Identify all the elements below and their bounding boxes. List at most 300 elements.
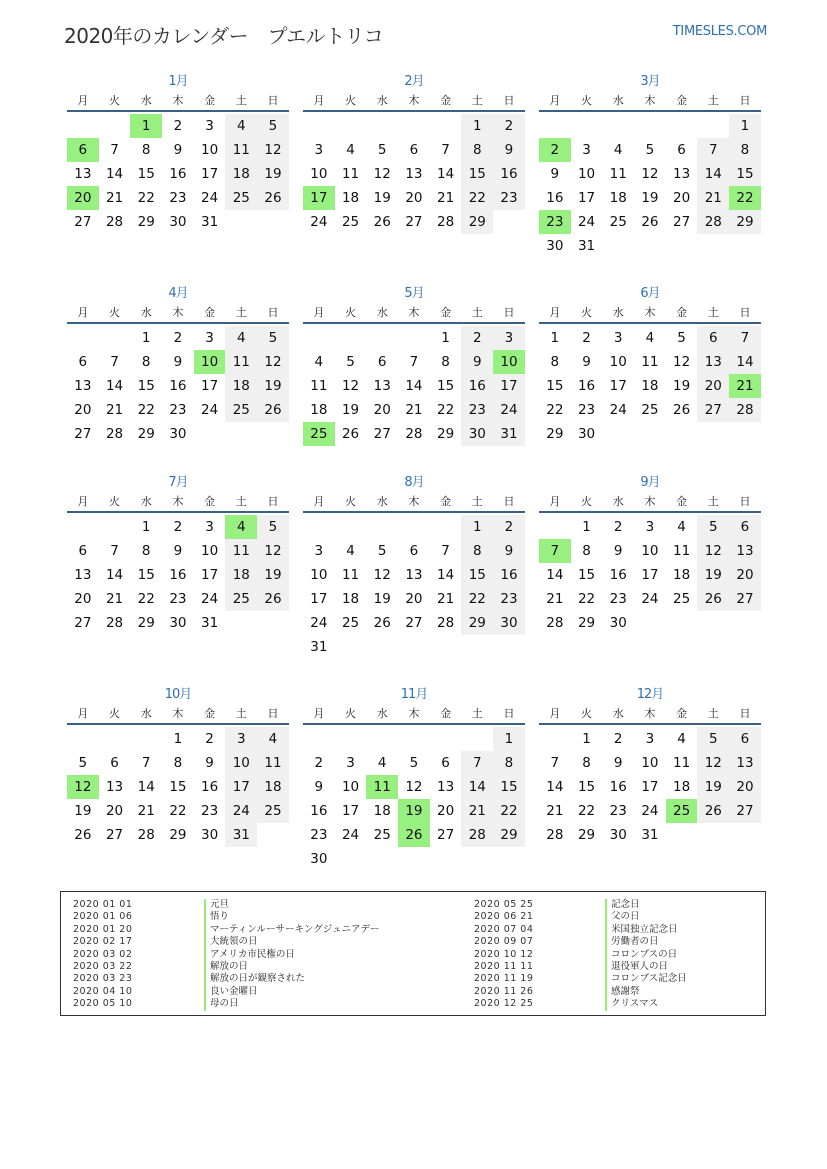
day-cell[interactable]: 1 (141, 330, 151, 346)
day-cell[interactable]: 2 (314, 755, 324, 771)
day-cell[interactable]: 10 (310, 166, 328, 182)
day-cell[interactable]: 28 (546, 615, 564, 631)
day-cell[interactable]: 28 (405, 426, 423, 442)
day-cell[interactable]: 28 (105, 214, 124, 230)
day-cell[interactable]: 31 (641, 827, 659, 843)
day-cell[interactable]: 8 (493, 751, 525, 775)
day-cell[interactable]: 10 (641, 543, 659, 559)
day-cell[interactable]: 20 (729, 775, 761, 799)
day-cell[interactable]: 9 (173, 354, 183, 370)
holiday-day-cell[interactable]: 11 (366, 775, 398, 799)
day-cell[interactable]: 21 (546, 591, 564, 607)
day-cell[interactable]: 19 (697, 775, 729, 799)
day-cell[interactable]: 27 (673, 214, 691, 230)
day-cell[interactable]: 14 (105, 378, 124, 394)
day-cell[interactable]: 11 (257, 751, 289, 775)
day-cell[interactable]: 29 (437, 426, 455, 442)
day-cell[interactable]: 8 (582, 543, 591, 559)
holiday-day-cell[interactable]: 12 (67, 775, 99, 799)
day-cell[interactable]: 18 (341, 190, 360, 206)
day-cell[interactable]: 16 (577, 378, 596, 394)
day-cell[interactable]: 3 (225, 727, 257, 751)
day-cell[interactable]: 17 (577, 190, 596, 206)
day-cell[interactable]: 13 (437, 779, 455, 795)
day-cell[interactable]: 19 (257, 162, 289, 186)
day-cell[interactable]: 27 (729, 587, 761, 611)
day-cell[interactable]: 20 (437, 803, 455, 819)
day-cell[interactable]: 1 (461, 515, 493, 539)
day-cell[interactable]: 29 (577, 615, 596, 631)
day-cell[interactable]: 9 (205, 755, 214, 771)
day-cell[interactable]: 25 (225, 186, 257, 210)
day-cell[interactable]: 27 (405, 214, 423, 230)
day-cell[interactable]: 3 (314, 142, 324, 158)
day-cell[interactable]: 28 (729, 398, 761, 422)
day-cell[interactable]: 10 (201, 142, 219, 158)
day-cell[interactable]: 21 (461, 799, 493, 823)
day-cell[interactable]: 27 (729, 799, 761, 823)
day-cell[interactable]: 14 (729, 350, 761, 374)
day-cell[interactable]: 9 (493, 138, 525, 162)
day-cell[interactable]: 9 (550, 166, 560, 182)
day-cell[interactable]: 25 (341, 214, 360, 230)
day-cell[interactable]: 2 (461, 326, 493, 350)
day-cell[interactable]: 23 (461, 398, 493, 422)
day-cell[interactable]: 31 (310, 639, 328, 655)
day-cell[interactable]: 24 (577, 214, 596, 230)
day-cell[interactable]: 31 (493, 422, 525, 446)
holiday-day-cell[interactable]: 2 (539, 138, 571, 162)
day-cell[interactable]: 20 (74, 591, 92, 607)
day-cell[interactable]: 21 (105, 402, 124, 418)
day-cell[interactable]: 5 (257, 515, 289, 539)
day-cell[interactable]: 26 (257, 587, 289, 611)
day-cell[interactable]: 5 (346, 354, 355, 370)
day-cell[interactable]: 9 (173, 142, 183, 158)
day-cell[interactable]: 5 (697, 727, 729, 751)
day-cell[interactable]: 15 (137, 378, 155, 394)
day-cell[interactable]: 27 (373, 426, 391, 442)
day-cell[interactable]: 27 (74, 214, 92, 230)
day-cell[interactable]: 15 (577, 779, 596, 795)
holiday-day-cell[interactable]: 10 (493, 350, 525, 374)
day-cell[interactable]: 3 (645, 519, 655, 535)
day-cell[interactable]: 27 (105, 827, 124, 843)
day-cell[interactable]: 7 (141, 755, 151, 771)
holiday-day-cell[interactable]: 23 (539, 210, 571, 234)
day-cell[interactable]: 1 (582, 731, 591, 747)
day-cell[interactable]: 19 (257, 374, 289, 398)
day-cell[interactable]: 26 (341, 426, 360, 442)
day-cell[interactable]: 29 (169, 827, 187, 843)
day-cell[interactable]: 18 (225, 374, 257, 398)
day-cell[interactable]: 22 (577, 803, 596, 819)
day-cell[interactable]: 16 (169, 378, 187, 394)
day-cell[interactable]: 6 (729, 727, 761, 751)
holiday-day-cell[interactable]: 21 (729, 374, 761, 398)
day-cell[interactable]: 12 (341, 378, 360, 394)
day-cell[interactable]: 11 (225, 539, 257, 563)
day-cell[interactable]: 13 (74, 166, 92, 182)
day-cell[interactable]: 9 (613, 755, 623, 771)
day-cell[interactable]: 17 (641, 567, 659, 583)
day-cell[interactable]: 5 (677, 330, 686, 346)
day-cell[interactable]: 17 (341, 803, 360, 819)
day-cell[interactable]: 25 (641, 402, 659, 418)
day-cell[interactable]: 25 (373, 827, 391, 843)
day-cell[interactable]: 30 (169, 426, 187, 442)
day-cell[interactable]: 7 (110, 142, 119, 158)
day-cell[interactable]: 23 (493, 587, 525, 611)
day-cell[interactable]: 26 (641, 214, 659, 230)
day-cell[interactable]: 17 (201, 166, 219, 182)
day-cell[interactable]: 23 (169, 190, 187, 206)
day-cell[interactable]: 11 (225, 350, 257, 374)
day-cell[interactable]: 6 (441, 755, 450, 771)
day-cell[interactable]: 31 (201, 214, 219, 230)
day-cell[interactable]: 22 (137, 402, 155, 418)
day-cell[interactable]: 28 (697, 210, 729, 234)
day-cell[interactable]: 26 (697, 587, 729, 611)
day-cell[interactable]: 18 (225, 162, 257, 186)
day-cell[interactable]: 21 (405, 402, 423, 418)
day-cell[interactable]: 12 (373, 567, 391, 583)
day-cell[interactable]: 14 (137, 779, 155, 795)
day-cell[interactable]: 2 (173, 118, 183, 134)
day-cell[interactable]: 15 (169, 779, 187, 795)
day-cell[interactable]: 18 (673, 567, 691, 583)
day-cell[interactable]: 14 (546, 567, 564, 583)
day-cell[interactable]: 27 (697, 398, 729, 422)
day-cell[interactable]: 30 (577, 426, 596, 442)
day-cell[interactable]: 7 (729, 326, 761, 350)
day-cell[interactable]: 10 (577, 166, 596, 182)
day-cell[interactable]: 29 (137, 426, 155, 442)
day-cell[interactable]: 19 (373, 190, 391, 206)
day-cell[interactable]: 10 (609, 354, 627, 370)
day-cell[interactable]: 29 (577, 827, 596, 843)
day-cell[interactable]: 3 (314, 543, 324, 559)
day-cell[interactable]: 7 (110, 543, 119, 559)
day-cell[interactable]: 30 (169, 214, 187, 230)
day-cell[interactable]: 24 (641, 591, 659, 607)
day-cell[interactable]: 19 (341, 402, 360, 418)
day-cell[interactable]: 3 (582, 142, 591, 158)
day-cell[interactable]: 4 (257, 727, 289, 751)
day-cell[interactable]: 20 (74, 402, 92, 418)
day-cell[interactable]: 1 (441, 330, 450, 346)
day-cell[interactable]: 3 (613, 330, 623, 346)
day-cell[interactable]: 20 (105, 803, 124, 819)
day-cell[interactable]: 19 (74, 803, 92, 819)
day-cell[interactable]: 3 (205, 330, 214, 346)
day-cell[interactable]: 7 (697, 138, 729, 162)
day-cell[interactable]: 31 (225, 823, 257, 847)
day-cell[interactable]: 14 (437, 166, 455, 182)
day-cell[interactable]: 23 (169, 591, 187, 607)
day-cell[interactable]: 15 (437, 378, 455, 394)
holiday-day-cell[interactable]: 4 (225, 515, 257, 539)
day-cell[interactable]: 30 (310, 851, 328, 867)
day-cell[interactable]: 30 (609, 615, 627, 631)
day-cell[interactable]: 15 (577, 567, 596, 583)
day-cell[interactable]: 6 (78, 354, 88, 370)
day-cell[interactable]: 24 (310, 214, 328, 230)
day-cell[interactable]: 16 (169, 166, 187, 182)
day-cell[interactable]: 5 (697, 515, 729, 539)
day-cell[interactable]: 18 (373, 803, 391, 819)
day-cell[interactable]: 24 (225, 799, 257, 823)
day-cell[interactable]: 12 (257, 539, 289, 563)
day-cell[interactable]: 9 (613, 543, 623, 559)
day-cell[interactable]: 1 (582, 519, 591, 535)
day-cell[interactable]: 28 (105, 426, 124, 442)
day-cell[interactable]: 30 (546, 238, 564, 254)
day-cell[interactable]: 5 (377, 142, 387, 158)
day-cell[interactable]: 13 (105, 779, 124, 795)
day-cell[interactable]: 4 (225, 114, 257, 138)
day-cell[interactable]: 24 (201, 402, 219, 418)
day-cell[interactable]: 19 (373, 591, 391, 607)
day-cell[interactable]: 13 (74, 567, 92, 583)
day-cell[interactable]: 18 (341, 591, 360, 607)
day-cell[interactable]: 13 (673, 166, 691, 182)
day-cell[interactable]: 19 (673, 378, 691, 394)
holiday-day-cell[interactable]: 1 (130, 114, 162, 138)
day-cell[interactable]: 15 (137, 166, 155, 182)
day-cell[interactable]: 30 (169, 615, 187, 631)
day-cell[interactable]: 4 (377, 755, 387, 771)
day-cell[interactable]: 4 (314, 354, 324, 370)
holiday-day-cell[interactable]: 25 (303, 422, 335, 446)
holiday-day-cell[interactable]: 6 (67, 138, 99, 162)
day-cell[interactable]: 16 (609, 779, 627, 795)
day-cell[interactable]: 21 (105, 190, 124, 206)
day-cell[interactable]: 25 (673, 591, 691, 607)
day-cell[interactable]: 22 (546, 402, 564, 418)
day-cell[interactable]: 1 (493, 727, 525, 751)
day-cell[interactable]: 20 (697, 374, 729, 398)
day-cell[interactable]: 17 (493, 374, 525, 398)
day-cell[interactable]: 8 (461, 539, 493, 563)
day-cell[interactable]: 23 (609, 591, 627, 607)
day-cell[interactable]: 11 (609, 166, 627, 182)
day-cell[interactable]: 4 (677, 731, 686, 747)
day-cell[interactable]: 26 (257, 398, 289, 422)
day-cell[interactable]: 8 (550, 354, 560, 370)
day-cell[interactable]: 17 (225, 775, 257, 799)
day-cell[interactable]: 18 (641, 378, 659, 394)
day-cell[interactable]: 2 (205, 731, 214, 747)
day-cell[interactable]: 4 (677, 519, 686, 535)
day-cell[interactable]: 17 (201, 378, 219, 394)
day-cell[interactable]: 8 (729, 138, 761, 162)
day-cell[interactable]: 30 (461, 422, 493, 446)
day-cell[interactable]: 30 (493, 611, 525, 635)
day-cell[interactable]: 6 (729, 515, 761, 539)
day-cell[interactable]: 23 (493, 186, 525, 210)
day-cell[interactable]: 6 (377, 354, 387, 370)
day-cell[interactable]: 30 (609, 827, 627, 843)
day-cell[interactable]: 27 (74, 426, 92, 442)
day-cell[interactable]: 15 (493, 775, 525, 799)
day-cell[interactable]: 6 (110, 755, 119, 771)
day-cell[interactable]: 28 (137, 827, 155, 843)
day-cell[interactable]: 2 (173, 330, 183, 346)
day-cell[interactable]: 26 (373, 214, 391, 230)
day-cell[interactable]: 6 (409, 543, 419, 559)
day-cell[interactable]: 11 (673, 755, 691, 771)
holiday-day-cell[interactable]: 10 (194, 350, 226, 374)
day-cell[interactable]: 20 (673, 190, 691, 206)
day-cell[interactable]: 11 (341, 166, 360, 182)
day-cell[interactable]: 18 (310, 402, 328, 418)
day-cell[interactable]: 5 (409, 755, 419, 771)
day-cell[interactable]: 25 (609, 214, 627, 230)
day-cell[interactable]: 2 (582, 330, 591, 346)
day-cell[interactable]: 16 (310, 803, 328, 819)
day-cell[interactable]: 24 (609, 402, 627, 418)
day-cell[interactable]: 3 (205, 118, 214, 134)
day-cell[interactable]: 14 (461, 775, 493, 799)
day-cell[interactable]: 2 (493, 114, 525, 138)
day-cell[interactable]: 28 (105, 615, 124, 631)
day-cell[interactable]: 21 (137, 803, 155, 819)
day-cell[interactable]: 2 (613, 731, 623, 747)
day-cell[interactable]: 3 (493, 326, 525, 350)
day-cell[interactable]: 13 (729, 751, 761, 775)
day-cell[interactable]: 5 (645, 142, 655, 158)
day-cell[interactable]: 19 (641, 190, 659, 206)
day-cell[interactable]: 16 (169, 567, 187, 583)
day-cell[interactable]: 24 (493, 398, 525, 422)
day-cell[interactable]: 13 (74, 378, 92, 394)
day-cell[interactable]: 4 (346, 543, 355, 559)
day-cell[interactable]: 28 (437, 214, 455, 230)
day-cell[interactable]: 8 (141, 142, 151, 158)
day-cell[interactable]: 24 (310, 615, 328, 631)
day-cell[interactable]: 15 (461, 563, 493, 587)
day-cell[interactable]: 4 (225, 326, 257, 350)
day-cell[interactable]: 19 (257, 563, 289, 587)
day-cell[interactable]: 26 (257, 186, 289, 210)
day-cell[interactable]: 31 (201, 615, 219, 631)
day-cell[interactable]: 29 (461, 210, 493, 234)
day-cell[interactable]: 14 (405, 378, 423, 394)
day-cell[interactable]: 14 (697, 162, 729, 186)
day-cell[interactable]: 3 (205, 519, 214, 535)
day-cell[interactable]: 14 (437, 567, 455, 583)
day-cell[interactable]: 12 (257, 138, 289, 162)
day-cell[interactable]: 7 (409, 354, 419, 370)
day-cell[interactable]: 9 (461, 350, 493, 374)
day-cell[interactable]: 12 (257, 350, 289, 374)
day-cell[interactable]: 2 (173, 519, 183, 535)
day-cell[interactable]: 23 (201, 803, 219, 819)
day-cell[interactable]: 9 (314, 779, 324, 795)
day-cell[interactable]: 11 (673, 543, 691, 559)
holiday-day-cell[interactable]: 17 (303, 186, 335, 210)
day-cell[interactable]: 29 (493, 823, 525, 847)
day-cell[interactable]: 8 (173, 755, 183, 771)
day-cell[interactable]: 24 (641, 803, 659, 819)
day-cell[interactable]: 27 (74, 615, 92, 631)
holiday-day-cell[interactable]: 7 (539, 539, 571, 563)
day-cell[interactable]: 8 (141, 354, 151, 370)
day-cell[interactable]: 5 (377, 543, 387, 559)
day-cell[interactable]: 5 (78, 755, 88, 771)
day-cell[interactable]: 7 (110, 354, 119, 370)
day-cell[interactable]: 8 (441, 354, 450, 370)
day-cell[interactable]: 20 (405, 591, 423, 607)
day-cell[interactable]: 21 (437, 591, 455, 607)
day-cell[interactable]: 11 (225, 138, 257, 162)
day-cell[interactable]: 1 (173, 731, 183, 747)
day-cell[interactable]: 15 (546, 378, 564, 394)
day-cell[interactable]: 20 (373, 402, 391, 418)
holiday-day-cell[interactable]: 26 (398, 823, 430, 847)
day-cell[interactable]: 12 (373, 166, 391, 182)
day-cell[interactable]: 20 (405, 190, 423, 206)
day-cell[interactable]: 8 (141, 543, 151, 559)
day-cell[interactable]: 6 (78, 543, 88, 559)
holiday-day-cell[interactable]: 25 (666, 799, 698, 823)
day-cell[interactable]: 16 (201, 779, 219, 795)
day-cell[interactable]: 21 (437, 190, 455, 206)
day-cell[interactable]: 5 (257, 326, 289, 350)
day-cell[interactable]: 14 (105, 166, 124, 182)
day-cell[interactable]: 27 (405, 615, 423, 631)
day-cell[interactable]: 23 (169, 402, 187, 418)
day-cell[interactable]: 25 (341, 615, 360, 631)
day-cell[interactable]: 6 (697, 326, 729, 350)
day-cell[interactable]: 21 (105, 591, 124, 607)
day-cell[interactable]: 28 (437, 615, 455, 631)
day-cell[interactable]: 7 (461, 751, 493, 775)
day-cell[interactable]: 22 (137, 591, 155, 607)
day-cell[interactable]: 26 (673, 402, 691, 418)
holiday-day-cell[interactable]: 20 (67, 186, 99, 210)
day-cell[interactable]: 12 (697, 539, 729, 563)
holiday-day-cell[interactable]: 22 (729, 186, 761, 210)
day-cell[interactable]: 21 (546, 803, 564, 819)
day-cell[interactable]: 15 (729, 162, 761, 186)
day-cell[interactable]: 18 (225, 563, 257, 587)
day-cell[interactable]: 18 (609, 190, 627, 206)
brand-logo[interactable]: TIMESLES.COM (672, 24, 767, 39)
day-cell[interactable]: 6 (677, 142, 686, 158)
day-cell[interactable]: 28 (461, 823, 493, 847)
day-cell[interactable]: 12 (405, 779, 423, 795)
day-cell[interactable]: 29 (137, 615, 155, 631)
day-cell[interactable]: 29 (546, 426, 564, 442)
day-cell[interactable]: 16 (493, 162, 525, 186)
day-cell[interactable]: 13 (405, 567, 423, 583)
day-cell[interactable]: 23 (310, 827, 328, 843)
day-cell[interactable]: 25 (225, 398, 257, 422)
day-cell[interactable]: 19 (697, 563, 729, 587)
day-cell[interactable]: 22 (169, 803, 187, 819)
day-cell[interactable]: 16 (546, 190, 564, 206)
day-cell[interactable]: 1 (550, 330, 560, 346)
day-cell[interactable]: 7 (441, 543, 450, 559)
day-cell[interactable]: 15 (461, 162, 493, 186)
day-cell[interactable]: 22 (461, 186, 493, 210)
day-cell[interactable]: 11 (341, 567, 360, 583)
day-cell[interactable]: 26 (697, 799, 729, 823)
day-cell[interactable]: 4 (645, 330, 655, 346)
day-cell[interactable]: 2 (613, 519, 623, 535)
